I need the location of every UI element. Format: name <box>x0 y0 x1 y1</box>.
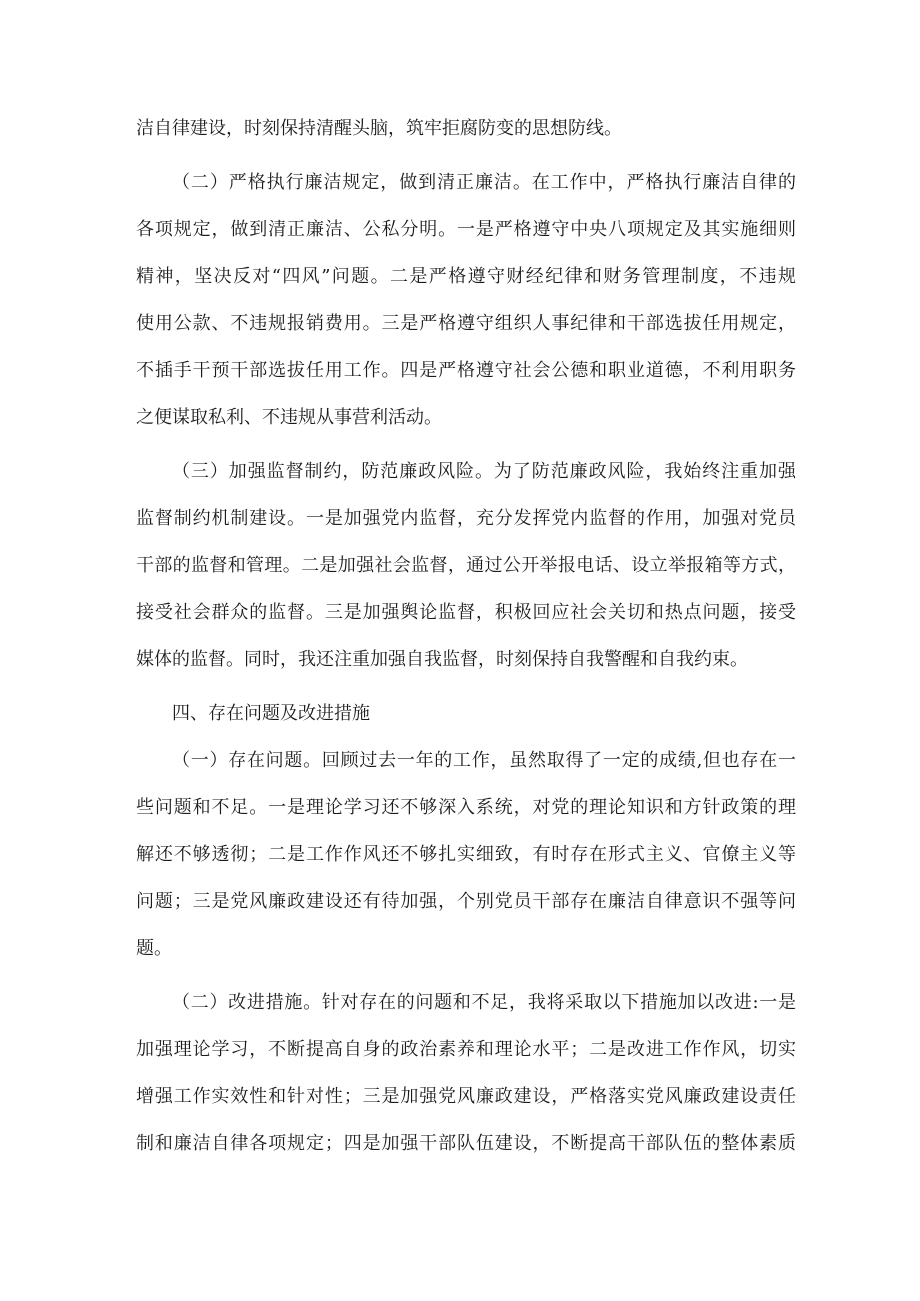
paragraph-line: 解还不够透彻；二是工作作风还不够扎实细致，有时存在形式主义、官僚主义等 <box>136 844 796 865</box>
paragraph-line: 些问题和不足。一是理论学习还不够深入系统，对党的理论知识和方针政策的理 <box>136 797 796 818</box>
paragraph-line: 问题；三是党风廉政建设还有待加强，个别党员干部存在廉洁自律意识不强等问 <box>136 891 796 912</box>
paragraph-line: 题。 <box>136 938 172 959</box>
paragraph-line: 接受社会群众的监督。三是加强舆论监督，积极回应社会关切和热点问题，接受 <box>136 602 796 623</box>
section-heading: 四、存在问题及改进措施 <box>172 703 370 724</box>
paragraph-line: （二）严格执行廉洁规定，做到清正廉洁。在工作中，严格执行廉洁自律的 <box>172 172 796 193</box>
paragraph-line: 之便谋取私利、不违规从事营利活动。 <box>136 407 442 428</box>
paragraph-line: 媒体的监督。同时，我还注重加强自我监督，时刻保持自我警醒和自我约束。 <box>136 649 748 670</box>
paragraph-line: 监督制约机制建设。一是加强党内监督，充分发挥党内监督的作用，加强对党员 <box>136 508 796 529</box>
paragraph-line: （二）改进措施。针对存在的问题和不足，我将采取以下措施加以改进:一是 <box>172 992 796 1013</box>
paragraph-line: 使用公款、不违规报销费用。三是严格遵守组织人事纪律和干部选拔任用规定， <box>136 313 796 334</box>
paragraph-line: （三）加强监督制约，防范廉政风险。为了防范廉政风险，我始终注重加强 <box>172 461 796 482</box>
paragraph-line: 干部的监督和管理。二是加强社会监督，通过公开举报电话、设立举报箱等方式， <box>136 555 796 576</box>
paragraph-line: （一）存在问题。回顾过去一年的工作，虽然取得了一定的成绩,但也存在一 <box>172 750 796 771</box>
paragraph-line: 加强理论学习，不断提高自身的政治素养和理论水平；二是改进工作作风，切实 <box>136 1039 796 1060</box>
paragraph-line: 制和廉洁自律各项规定；四是加强干部队伍建设，不断提高干部队伍的整体素质 <box>136 1133 796 1154</box>
paragraph-line: 精神，坚决反对“四风”问题。二是严格遵守财经纪律和财务管理制度，不违规 <box>136 266 796 287</box>
paragraph-line: 不插手干预干部选拔任用工作。四是严格遵守社会公德和职业道德，不利用职务 <box>136 360 796 381</box>
paragraph-line: 洁自律建设，时刻保持清醒头脑，筑牢拒腐防变的思想防线。 <box>136 118 622 139</box>
paragraph-line: 增强工作实效性和针对性；三是加强党风廉政建设，严格落实党风廉政建设责任 <box>136 1086 796 1107</box>
paragraph-line: 各项规定，做到清正廉洁、公私分明。一是严格遵守中央八项规定及其实施细则 <box>136 219 796 240</box>
